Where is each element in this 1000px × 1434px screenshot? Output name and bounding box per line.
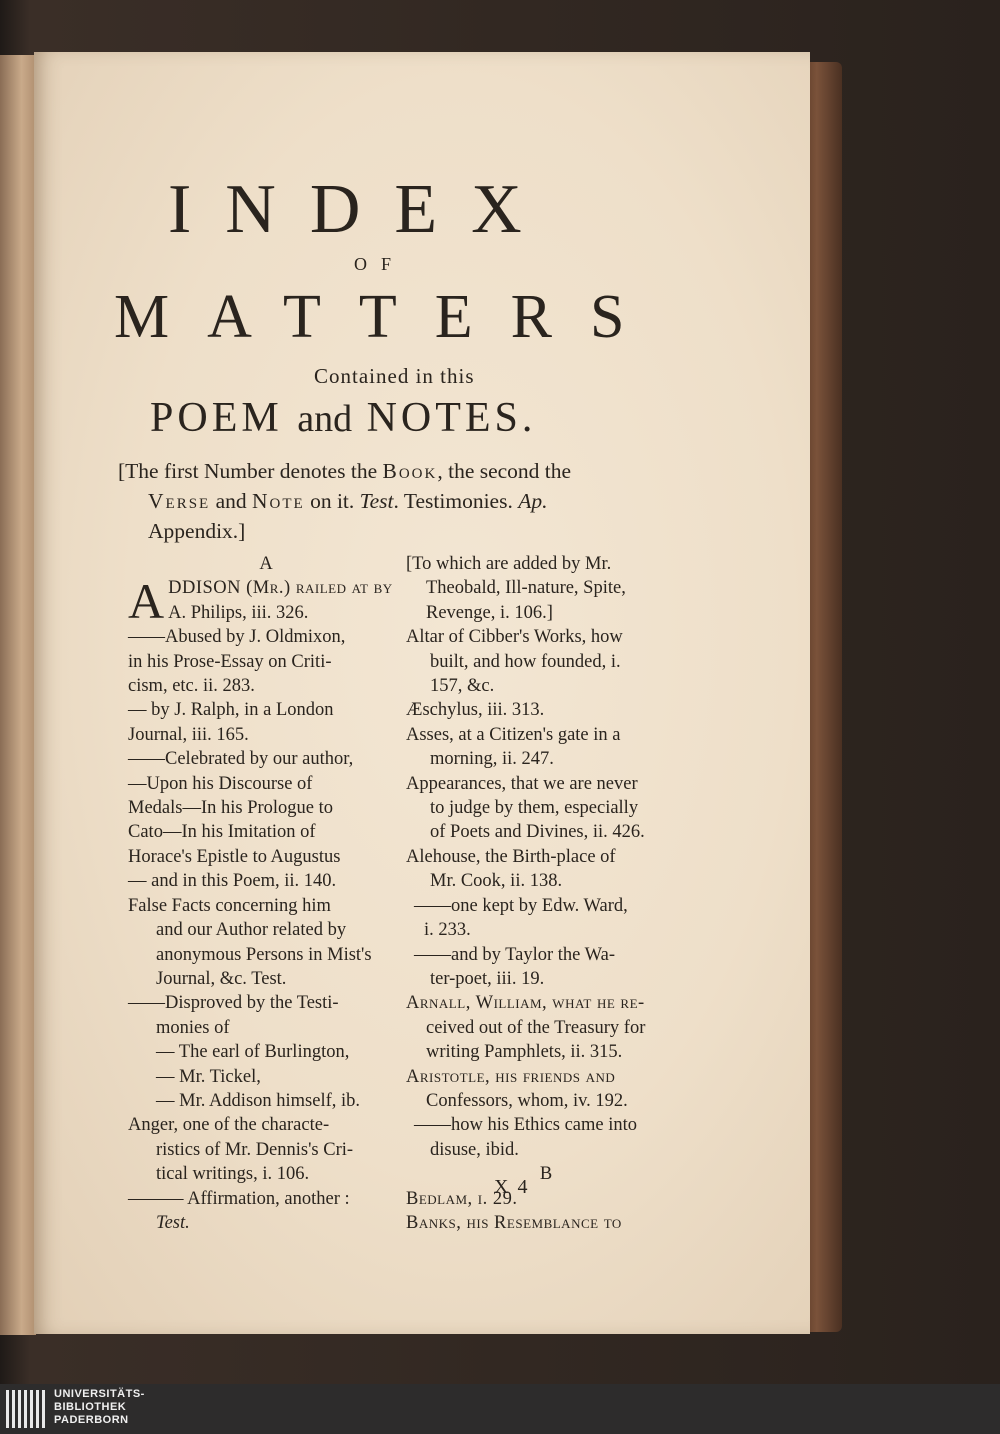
- index-entry: ——and by Taylor the Wa-: [414, 944, 616, 965]
- index-entry: Anger, one of the characte-: [128, 1115, 330, 1136]
- drop-cap-a: A: [128, 573, 165, 630]
- library-logo-icon: [6, 1390, 46, 1428]
- right-column: [406, 552, 686, 1235]
- index-entry: [To which are added by Mr.: [406, 554, 612, 574]
- subtitle-and: and: [297, 398, 353, 440]
- index-entry: Asses, at a Citizen's gate in a: [406, 724, 621, 745]
- index-entry: ——Abused by J. Oldmixon,: [128, 627, 346, 648]
- key-line-3: Appendix.]: [148, 519, 246, 543]
- section-letter-a: A: [259, 554, 273, 574]
- library-footer: [0, 1384, 1000, 1434]
- index-entry: Aristotle, his friends and: [406, 1066, 616, 1087]
- subtitle-poem: POEM: [150, 395, 283, 441]
- index-entry: built, and how founded, i.: [430, 651, 621, 672]
- index-entry: Alehouse, the Birth-place of: [406, 846, 616, 867]
- subtitle-notes: NOTES.: [366, 395, 537, 441]
- index-entry: 157, &c.: [430, 676, 495, 697]
- left-column: [128, 552, 404, 1235]
- index-entry: to judge by them, especially: [430, 798, 639, 819]
- index-entry: Confessors, whom, iv. 192.: [426, 1090, 628, 1111]
- index-entry: False Facts concerning him: [128, 895, 331, 916]
- index-entry: in his Prose-Essay on Criti-: [128, 651, 332, 672]
- index-entry: ——Disproved by the Testi-: [128, 993, 339, 1014]
- index-entry: Arnall, William, what he re-: [406, 993, 645, 1014]
- index-entry: A. Philips, iii. 326.: [168, 602, 309, 623]
- section-letter-b: B: [539, 1164, 553, 1185]
- index-entry: Revenge, i. 106.]: [426, 602, 553, 623]
- index-entry: writing Pamphlets, ii. 315.: [426, 1042, 623, 1063]
- index-entry: ter-poet, iii. 19.: [430, 968, 545, 989]
- index-entry: monies of: [156, 1017, 230, 1038]
- index-entry: ristics of Mr. Dennis's Cri-: [156, 1139, 354, 1160]
- index-entry: cism, etc. ii. 283.: [128, 676, 255, 697]
- index-entry: — Mr. Addison himself, ib.: [156, 1090, 361, 1111]
- index-entry: ——one kept by Edw. Ward,: [414, 895, 628, 916]
- key-line-2: Verse and Note on it. Test. Testimonies. Ap.: [148, 489, 548, 513]
- index-entry: of Poets and Divines, ii. 426.: [430, 822, 645, 843]
- index-entry: Æschylus, iii. 313.: [406, 700, 545, 721]
- index-entry: Journal, iii. 165.: [128, 724, 249, 745]
- index-key: [118, 456, 666, 546]
- index-entry: anonymous Persons in Mist's: [156, 944, 372, 965]
- subtitle-contained: Contained in this: [314, 364, 475, 388]
- index-entry: disuse, ibid.: [430, 1139, 519, 1160]
- index-entry: tical writings, i. 106.: [156, 1164, 310, 1185]
- index-entry: — and in this Poem, ii. 140.: [128, 871, 337, 892]
- index-entry: Bedlam, i. 29.: [406, 1188, 518, 1209]
- library-name: UNIVERSITÄTS- BIBLIOTHEK PADERBORN: [54, 1388, 145, 1426]
- index-entry: Test.: [156, 1212, 190, 1233]
- index-entry: Medals—In his Prologue to: [128, 798, 334, 819]
- index-entry: Cato—In his Imitation of: [128, 822, 316, 843]
- index-entry: — The earl of Burlington,: [156, 1042, 350, 1063]
- index-entry: Horace's Epistle to Augustus: [128, 846, 341, 867]
- index-entry: ——— Affirmation, another :: [128, 1188, 350, 1209]
- index-entry: Appearances, that we are never: [406, 773, 638, 794]
- index-entry: ——Celebrated by our author,: [128, 749, 354, 770]
- signature-mark: X 4: [494, 1176, 530, 1198]
- title-of: OF: [354, 254, 406, 274]
- index-entry: Banks, his Resemblance to: [406, 1212, 622, 1233]
- index-entry: Theobald, Ill-nature, Spite,: [426, 578, 626, 599]
- subtitle-poem-notes: [150, 394, 536, 442]
- index-entry: —Upon his Discourse of: [128, 773, 313, 794]
- index-entry: and our Author related by: [156, 920, 347, 941]
- index-entry: Journal, &c. Test.: [156, 968, 287, 989]
- title-index: INDEX: [168, 171, 556, 248]
- index-entry: — by J. Ralph, in a London: [128, 700, 334, 721]
- index-entry: morning, ii. 247.: [430, 749, 554, 770]
- index-entry: Mr. Cook, ii. 138.: [430, 871, 563, 892]
- index-entry: — Mr. Tickel,: [156, 1066, 261, 1087]
- index-entry: DDISON (Mr.) railed at by: [168, 578, 393, 599]
- title-matters: MATTERS: [114, 283, 663, 351]
- index-entry: ——how his Ethics came into: [414, 1115, 637, 1136]
- index-entry: Altar of Cibber's Works, how: [406, 627, 623, 648]
- index-entry: i. 233.: [424, 920, 471, 941]
- left-page-edge: [0, 55, 36, 1335]
- key-line-1: [The first Number denotes the Book, the second the: [118, 459, 572, 483]
- index-entry: ceived out of the Treasury for: [426, 1017, 646, 1038]
